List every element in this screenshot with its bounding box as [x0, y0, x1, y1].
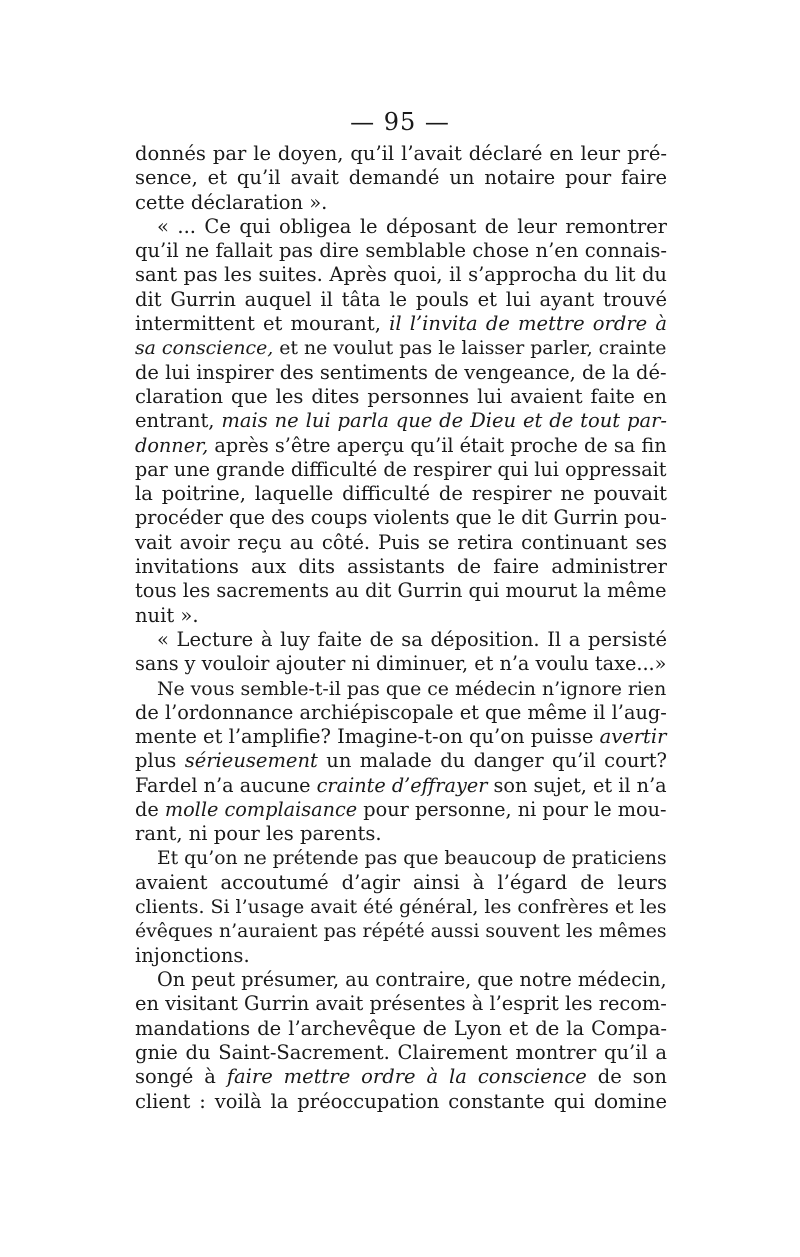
- text-segment: mandations de l’archevêque de Lyon et de la Compa-: [135, 1016, 667, 1040]
- text-segment: donnés par le doyen, qu’il l’avait déclaré en leur pré-: [135, 142, 667, 165]
- text-line: [135, 1017, 667, 1041]
- text-segment: en visitant Gurrin avait présentes à l’esprit les recom-: [135, 992, 667, 1016]
- text-segment: injonctions.: [135, 943, 250, 967]
- text-segment: de son: [586, 1065, 667, 1089]
- text-line: [135, 992, 667, 1016]
- text-segment: intermittent et mourant,: [135, 312, 390, 336]
- text-line: [135, 385, 667, 409]
- text-segment: gnie du Saint-Sacrement. Clairement montrer qu’il a: [135, 1040, 667, 1064]
- text-line: [135, 725, 667, 749]
- page-number: — 95 —: [350, 108, 450, 136]
- text-segment: Fardel n’a aucune: [135, 773, 317, 797]
- text-line: [135, 1065, 667, 1089]
- text-segment: de lui inspirer des sentiments de vengeance, de la dé-: [135, 360, 667, 384]
- text-line: [135, 288, 667, 312]
- text-line: [135, 1041, 667, 1065]
- text-segment: nuit ».: [135, 603, 199, 627]
- text-line: [135, 336, 667, 360]
- text-line: [135, 458, 667, 482]
- text-line: [135, 628, 667, 652]
- text-line: [135, 482, 667, 506]
- text-line: [135, 944, 667, 968]
- text-segment: sans y vouloir ajouter ni diminuer, et n’a voulu taxe...»: [135, 652, 667, 676]
- text-segment: son sujet, et il n’a: [487, 773, 667, 797]
- italic-text: il l’invita de mettre ordre à: [389, 312, 668, 336]
- italic-text: crainte d’effrayer: [316, 773, 488, 797]
- text-line: [135, 798, 667, 822]
- text-line: [135, 263, 667, 287]
- text-segment: Et qu’on ne prétende pas que beaucoup de praticiens: [157, 847, 667, 869]
- text-segment: après s’être aperçu qu’il était proche de sa fin: [208, 433, 667, 457]
- text-segment: de l’ordonnance archiépiscopale et que même il l’aug-: [135, 700, 667, 724]
- text-segment: invitations aux dits assistants de faire administrer: [135, 555, 667, 579]
- italic-text: avertir: [599, 725, 667, 749]
- text-segment: sant pas les suites. Après quoi, il s’approcha du lit du: [135, 263, 667, 287]
- text-line: [135, 604, 667, 628]
- italic-text: mais ne lui parla que de Dieu et de tout par-: [221, 409, 667, 433]
- text-segment: et ne voulut pas le laisser parler, crainte: [273, 337, 667, 360]
- italic-text: sérieusement: [184, 749, 318, 773]
- text-line: [135, 822, 667, 846]
- italic-text: molle complaisance: [164, 798, 358, 822]
- text-segment: songé à: [135, 1065, 227, 1089]
- text-line: [135, 409, 667, 433]
- text-segment: avaient accoutumé d’agir ainsi à l’égard de leurs: [135, 870, 667, 894]
- text-segment: la poitrine, laquelle difficulté de respirer ne pouvait: [135, 482, 667, 506]
- text-line: [135, 895, 667, 919]
- text-line: [135, 361, 667, 385]
- text-line: [135, 1090, 667, 1114]
- text-segment: Ne vous semble-t-il pas que ce médecin n’ignore rien: [157, 677, 667, 700]
- text-segment: « ... Ce qui obligea le déposant de leur remontrer: [157, 214, 667, 238]
- text-line: [135, 531, 667, 555]
- text-segment: évêques n’auraient pas répété aussi souvent les mêmes: [135, 920, 667, 942]
- text-segment: dit Gurrin auquel il tâta le pouls et lui ayant trouvé: [135, 287, 667, 311]
- text-line: [135, 191, 667, 215]
- text-line: [135, 142, 667, 166]
- text-line: [135, 871, 667, 895]
- text-segment: qu’il ne fallait pas dire semblable chose n’en connais-: [135, 239, 667, 263]
- text-segment: pour personne, ni pour le mou-: [357, 798, 667, 822]
- text-segment: par une grande difficulté de respirer qui lui oppressait: [135, 457, 667, 481]
- text-segment: client : voilà la préoccupation constante qui domine: [135, 1089, 667, 1113]
- text-line: [135, 555, 667, 579]
- text-segment: cette déclaration ».: [135, 190, 328, 214]
- text-segment: plus: [135, 749, 185, 773]
- text-line: [135, 968, 667, 992]
- text-line: [135, 166, 667, 190]
- text-line: [135, 677, 667, 701]
- body-text: [135, 142, 667, 1114]
- text-line: [135, 506, 667, 530]
- text-line: [135, 847, 667, 871]
- text-line: [135, 774, 667, 798]
- text-line: [135, 749, 667, 773]
- text-segment: mente et l’amplifie? Imagine-t-on qu’on puisse: [135, 725, 600, 749]
- text-segment: tous les sacrements au dit Gurrin qui mourut la même: [135, 579, 667, 603]
- text-line: [135, 579, 667, 603]
- text-segment: rant, ni pour les parents.: [135, 822, 382, 846]
- text-line: [135, 701, 667, 725]
- text-line: [135, 434, 667, 458]
- text-line: [135, 920, 667, 944]
- text-line: [135, 312, 667, 336]
- text-segment: clients. Si l’usage avait été général, les confrères et les: [135, 896, 667, 919]
- italic-text: faire mettre ordre à la conscience: [226, 1065, 587, 1089]
- text-segment: sence, et qu’il avait demandé un notaire pour faire: [135, 166, 667, 190]
- text-segment: claration que les dites personnes lui avaient faite en: [135, 384, 667, 408]
- text-segment: « Lecture à luy faite de sa déposition. Il a persisté: [157, 627, 667, 651]
- italic-text: sa conscience,: [135, 337, 274, 360]
- text-line: [135, 215, 667, 239]
- text-segment: On peut présumer, au contraire, que notre médecin,: [157, 968, 667, 992]
- text-line: [135, 239, 667, 263]
- text-segment: entrant,: [135, 409, 222, 433]
- italic-text: donner,: [135, 433, 209, 457]
- text-segment: procéder que des coups violents que le dit Gurrin pou-: [135, 506, 667, 530]
- text-segment: de: [135, 798, 165, 822]
- text-segment: un malade du danger qu’il court?: [317, 749, 667, 773]
- text-segment: vait avoir reçu au côté. Puis se retira continuant ses: [135, 530, 667, 554]
- text-line: [135, 652, 667, 676]
